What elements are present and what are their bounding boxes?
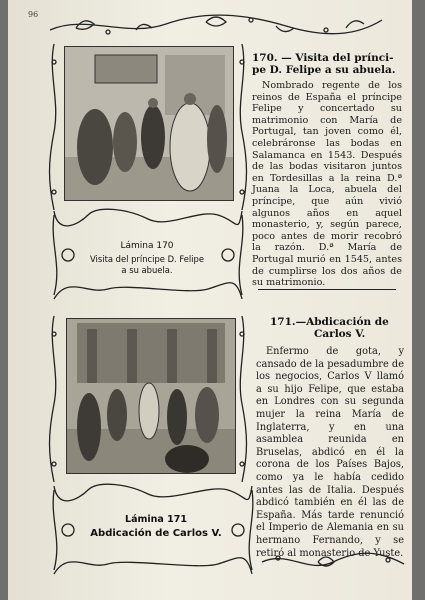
- plate-171-engraving: [66, 318, 236, 474]
- section-171-body: Enfermo de gota, y cansado de la pesadumbre de los negocios, Carlos V llamó a su hijo Felipe, que estaba en Londres con su segunda mujer la reina María de Inglaterra, y en una asamblea reunida en Bruselas, abdicó en él la corona de los Países Bajos, como ya le había cedido antes las de Italia. Después abdicó también en él las de España. Más tarde renunció el Imperio de Alemania en su hermano Fernando, y se retiró al monasterio de Yuste.: [256, 346, 404, 559]
- section-170-body: Nombrado regente de los reinos de España el príncipe Felipe y concertado su matrimonio con María de Portugal, tan joven como él, celebráronse las bodas en Salamanca en 1543. Después de las bodas visitaron juntos en Tordesillas a la reina D.ª Juana la Loca, abuela del príncipe, que aún vivió algunos años en aquel monasterio, y, según parece, poco antes de morir recobró la razón. D.ª María de Portugal murió en 1545, antes de cumplirse los dos años de su matrimonio.: [252, 80, 402, 289]
- plate-171-caption: Abdicación de Carlos V.: [90, 528, 222, 539]
- section-171-title-line1: 171.—Abdicación de: [270, 316, 389, 328]
- plate-171-left-ornament: [46, 314, 62, 484]
- plate-171-right-ornament: [234, 314, 250, 484]
- section-170-title-line1: 170. — Visita del prínci-: [252, 52, 394, 64]
- book-page: [8, 0, 412, 600]
- top-ornament: [46, 8, 386, 42]
- plate-170-right-ornament: [234, 42, 250, 212]
- plate-170-left-ornament: [46, 42, 62, 212]
- bottom-ornament: [258, 546, 408, 578]
- section-divider: [258, 289, 396, 290]
- plate-170-label: Lámina 170: [120, 241, 174, 251]
- plate-171-label: Lámina 171: [125, 514, 187, 525]
- page-number: 96: [28, 10, 39, 19]
- plate-170-engraving: [64, 46, 234, 201]
- plate-170-caption-line2: a su abuela.: [121, 265, 173, 275]
- section-170-title-line2: pe D. Felipe a su abuela.: [252, 64, 396, 76]
- plate-170-caption-line1: Visita del príncipe D. Felipe: [90, 254, 204, 264]
- section-171-title-line2: Carlos V.: [314, 328, 366, 340]
